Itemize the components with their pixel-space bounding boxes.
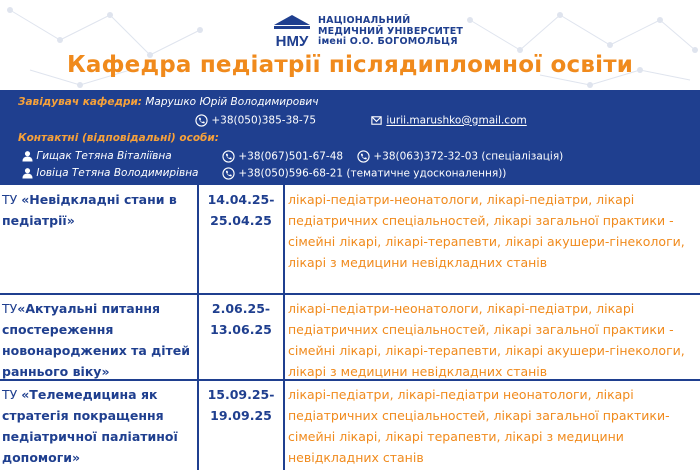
course-title-cell: ТУ«Актуальні питання спостереження новонароджених та дітей раннього віку» — [2, 301, 191, 379]
university-emblem-icon — [272, 13, 312, 51]
course-dates-cell: 2.06.25- 13.06.25 — [210, 301, 272, 337]
course-dates-cell: 14.04.25- 25.04.25 — [207, 192, 275, 228]
row-divider — [0, 379, 700, 381]
table-row — [0, 185, 700, 294]
university-name-line1: НАЦІОНАЛЬНИЙ — [318, 15, 411, 27]
table-row — [0, 294, 700, 380]
course-audience-cell: лікарі-педіатри, лікарі-педіатри неонатологи, лікарі педіатричних спеціальностей, лікарі загальної практики-сімейні лікарі, лікарі терапевти, лікарі з медицини невідкладних станів — [288, 387, 670, 465]
phone-icon — [195, 114, 208, 127]
person1-phone[interactable]: +38(067)501-67-48 — [238, 150, 344, 163]
phone-icon — [357, 150, 370, 163]
university-logo — [272, 12, 463, 52]
head-email[interactable]: iurii.marushko@gmail.com — [386, 114, 527, 127]
person-icon — [22, 167, 33, 179]
course-audience-cell: лікарі-педіатри-неонатологи, лікарі-педіатри, лікарі педіатричних спеціальностей, лікарі загальної практики - сімейні лікарі, лікарі-терапевти, лікарі акушери-гінекологи, лікарі з медицини невідкладних станів — [288, 192, 685, 270]
page-title: Кафедра педіатрії післядипломної освіти — [66, 52, 634, 78]
phone-icon — [222, 150, 235, 163]
email-icon — [370, 114, 383, 127]
column-divider — [283, 185, 285, 470]
university-name-line2: МЕДИЧНИЙ УНІВЕРСИТЕТ — [318, 25, 464, 37]
course-title-cell: ТУ «Невідкладні стани в педіатрії» — [2, 192, 177, 228]
head-label: Завідувач кафедри: — [18, 96, 143, 108]
person2-name: Іовіца Тетяна Володимирівна — [36, 167, 199, 179]
course-dates-cell: 15.09.25- 19.09.25 — [207, 387, 275, 423]
column-divider — [197, 185, 199, 470]
contact-band — [0, 90, 700, 185]
person2-phone[interactable]: +38(050)596-68-21 (тематичне удосконалення)) — [238, 167, 507, 180]
university-name-line3: імені О.О. БОГОМОЛЬЦЯ — [318, 36, 458, 48]
person1-name: Гищак Тетяна Віталіївна — [36, 150, 172, 162]
row-divider — [0, 293, 700, 295]
head-name: Марушко Юрій Володимирович — [145, 96, 319, 108]
table-row — [0, 380, 700, 470]
responsible-label: Контактні (відповідальні) особи: — [18, 132, 219, 144]
person-icon — [22, 150, 33, 162]
phone-icon — [222, 167, 235, 180]
course-audience-cell: лікарі-педіатри-неонатологи, лікарі-педіатри, лікарі педіатричних спеціальностей, лікарі загальної практики - сімейні лікарі, лікарі-терапевти, лікарі акушери-гінекологи, лікарі з медицини невідкладних станів — [288, 301, 685, 379]
head-phone[interactable]: +38(050)385-38-75 — [211, 114, 317, 127]
person1-phone2[interactable]: +38(063)372-32-03 (спеціалізація) — [373, 150, 564, 163]
course-title-cell: ТУ «Телемедицина як стратегія покращення педіатричної паліатиної допомоги» — [2, 387, 178, 465]
logo-letters: НМУ — [275, 33, 309, 50]
